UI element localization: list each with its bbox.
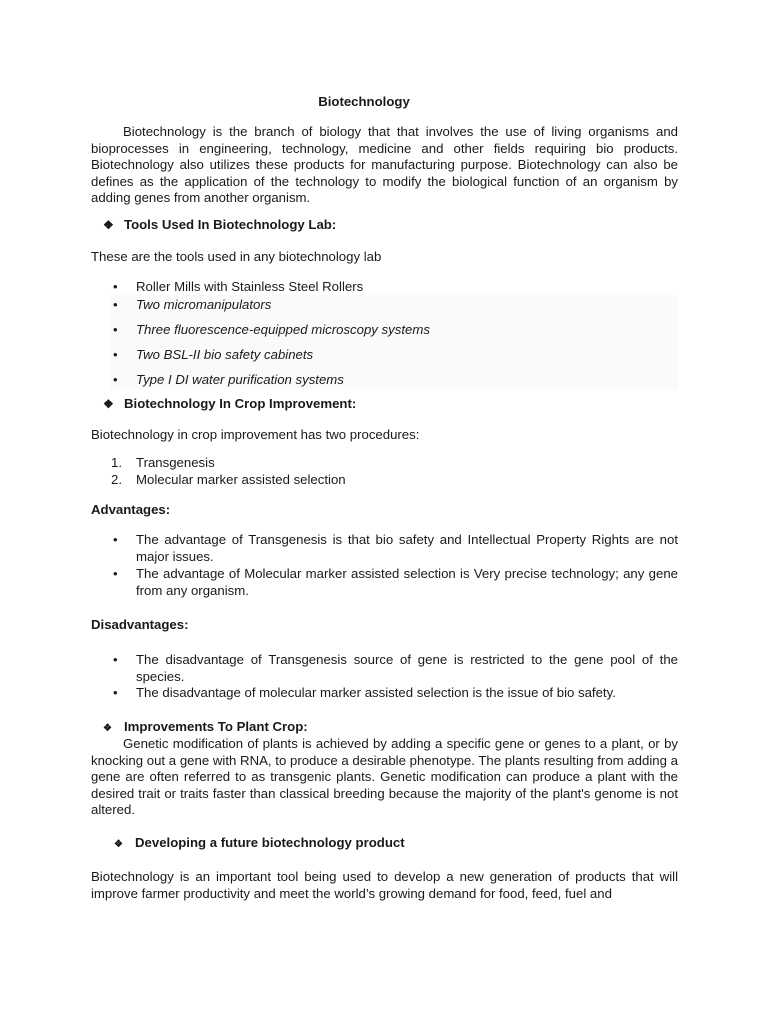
tools-lead: These are the tools used in any biotechnology lab — [91, 249, 382, 264]
heading-text: Tools Used In Biotechnology Lab: — [124, 217, 337, 232]
diamond-outline-icon: ❖ — [103, 723, 112, 734]
bullet-icon — [113, 532, 127, 549]
intro-paragraph: Biotechnology is the branch of biology that that involves the use of living organisms and bioprocesses in engineering, technology, medicine and other fields requiring bio products. Biotechnology also utilizes these products for manufacturing purpose. Biotechnology can also be defines as the application of the technology to modify the biological function of an organism by adding genes from another organism. — [91, 124, 678, 206]
list-number: 1. — [111, 455, 122, 470]
section-heading-tools — [103, 217, 336, 233]
list-item: Two micromanipulators — [136, 297, 272, 312]
page-title: Biotechnology — [318, 94, 410, 109]
bullet-icon — [113, 652, 127, 669]
list-item: Three fluorescence-equipped microscopy systems — [136, 322, 430, 337]
bullet-icon — [113, 372, 127, 389]
advantages-heading: Advantages: — [91, 502, 171, 517]
diamond-bullet-icon: ❖ — [103, 397, 114, 411]
list-item: Roller Mills with Stainless Steel Rollers — [136, 279, 364, 294]
list-item: Two BSL-II bio safety cabinets — [136, 347, 314, 362]
list-item: Molecular marker assisted selection — [136, 472, 346, 487]
diamond-bullet-icon: ❖ — [103, 218, 114, 232]
heading-text: Developing a future biotechnology product — [135, 835, 405, 850]
list-item: The advantage of Transgenesis is that bio safety and Intellectual Property Rights are not major issues. — [136, 532, 678, 564]
bullet-icon — [113, 685, 127, 702]
future-paragraph: Biotechnology is an important tool being used to develop a new generation of products that will improve farmer productivity and meet the world’s growing demand for food, feed, fuel and — [91, 869, 678, 901]
bullet-icon — [113, 322, 127, 339]
section-heading-future — [114, 835, 405, 853]
list-item: The disadvantage of molecular marker assisted selection is the issue of bio safety. — [136, 685, 616, 700]
disadvantages-heading: Disadvantages: — [91, 617, 189, 632]
heading-text: Improvements To Plant Crop: — [124, 719, 308, 734]
crop-lead: Biotechnology in crop improvement has two procedures: — [91, 427, 420, 442]
section-heading-improvements — [103, 719, 308, 737]
bullet-icon — [113, 279, 127, 296]
list-item: Type I DI water purification systems — [136, 372, 344, 387]
diamond-outline-icon: ❖ — [114, 839, 123, 850]
list-item: Transgenesis — [136, 455, 215, 470]
list-item: The disadvantage of Transgenesis source of gene is restricted to the gene pool of the species. — [136, 652, 678, 684]
bullet-icon — [113, 297, 127, 314]
heading-text: Biotechnology In Crop Improvement: — [124, 396, 357, 411]
improvements-paragraph: Genetic modification of plants is achieved by adding a specific gene or genes to a plant, or by knocking out a gene with RNA, to produce a desirable phenotype. The plants resulting from adding a gene are often referred to as transgenic plants. Genetic modification can produce a plant with the desired trait or traits faster than classical breeding because the majority of the plant's genome is not altered. — [91, 736, 678, 818]
list-item: The advantage of Molecular marker assisted selection is Very precise technology; any gene from any organism. — [136, 566, 678, 598]
list-number: 2. — [111, 472, 122, 487]
bullet-icon — [113, 566, 127, 583]
section-heading-crop — [103, 396, 356, 412]
bullet-icon — [113, 347, 127, 364]
